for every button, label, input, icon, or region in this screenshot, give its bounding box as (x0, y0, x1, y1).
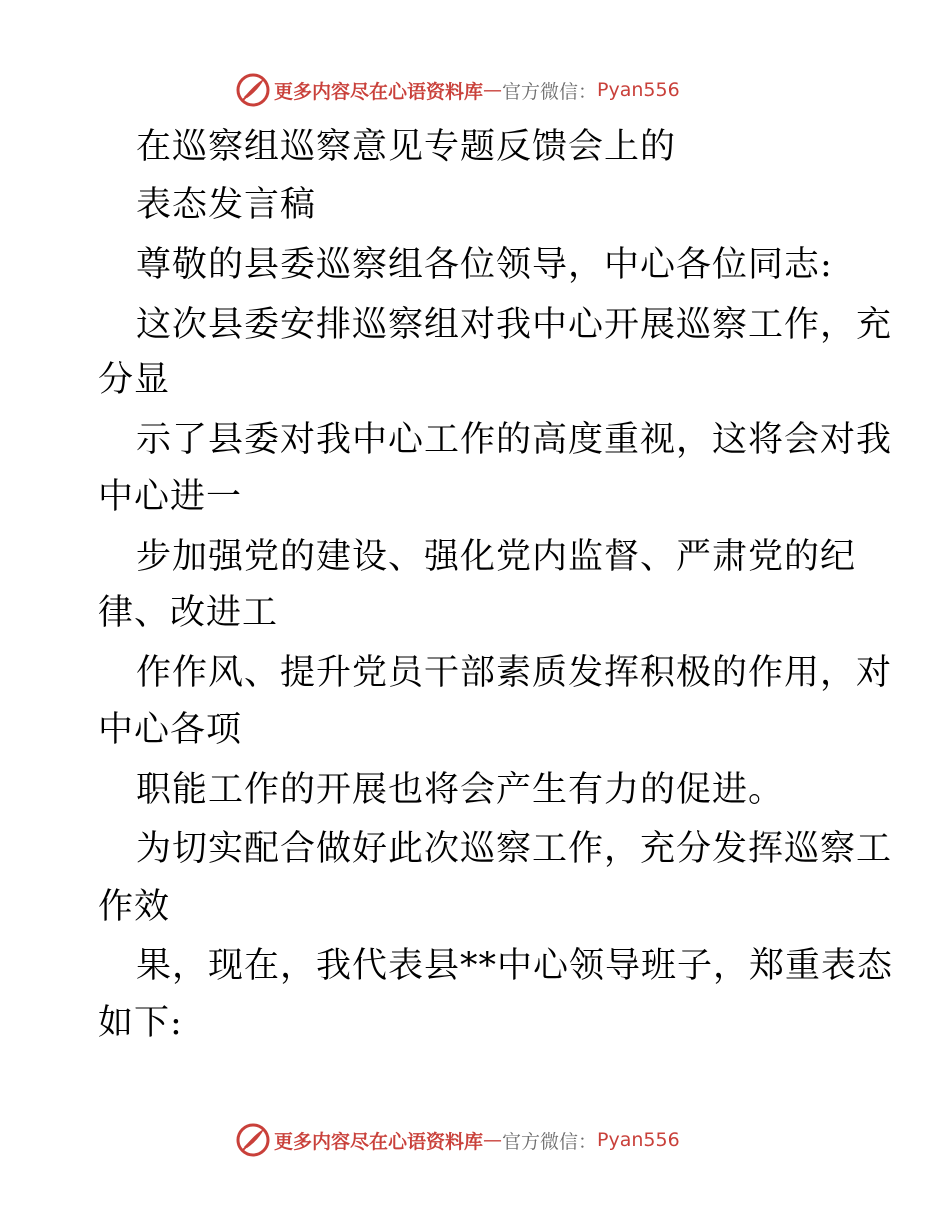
feather-circle-logo-icon (236, 73, 270, 107)
document-title-line-1: 在巡察组巡察意见专题反馈会上的 (136, 127, 677, 167)
paragraph-line: 律、改进工 (98, 593, 279, 633)
paragraph-line: 作作风、提升党员干部素质发挥积极的作用，对 (136, 653, 893, 693)
header-watermark (236, 73, 680, 107)
paragraph-line: 这次县委安排巡察组对我中心开展巡察工作，充 (136, 305, 893, 345)
paragraph-line: 分显 (98, 360, 171, 400)
feather-circle-logo-icon (236, 1123, 270, 1157)
watermark-wechat-id: Pyan556 (597, 79, 680, 101)
watermark-main-text: 更多内容尽在心语资料库 (274, 1130, 484, 1153)
watermark-dash: — (483, 79, 503, 101)
paragraph-line: 职能工作的开展也将会产生有力的促进。 (136, 770, 785, 810)
paragraph-line: 为切实配合做好此次巡察工作，充分发挥巡察工 (136, 829, 893, 869)
paragraph-line: 步加强党的建设、强化党内监督、严肃党的纪 (136, 537, 857, 577)
watermark-wechat-label: 官方微信： (502, 1130, 598, 1153)
paragraph-line: 中心各项 (98, 710, 243, 750)
footer-watermark (236, 1123, 680, 1157)
watermark-dash: — (483, 1129, 503, 1151)
paragraph-line: 如下: (98, 1003, 183, 1043)
paragraph-line: 示了县委对我中心工作的高度重视，这将会对我 (136, 420, 893, 460)
watermark-main-text: 更多内容尽在心语资料库 (274, 80, 484, 103)
paragraph-line: 作效 (98, 887, 171, 927)
document-title-line-2: 表态发言稿 (136, 185, 317, 225)
paragraph-line: 果，现在，我代表县**中心领导班子，郑重表态 (136, 946, 894, 986)
watermark-wechat-label: 官方微信： (502, 80, 598, 103)
salutation-line: 尊敬的县委巡察组各位领导，中心各位同志: (136, 245, 833, 285)
watermark-wechat-id: Pyan556 (597, 1129, 680, 1151)
paragraph-line: 中心进一 (98, 477, 243, 517)
